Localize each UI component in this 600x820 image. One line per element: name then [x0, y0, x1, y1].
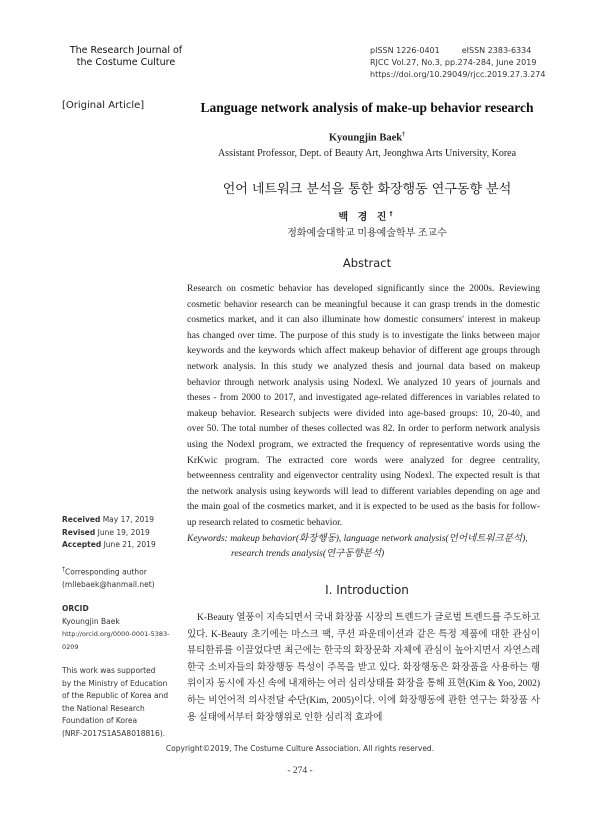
orcid-block — [62, 603, 182, 653]
keywords-line1: makeup behavior(화장행동), language network analysis(언어네트워크분석), — [230, 534, 528, 544]
corresponding-author — [62, 564, 182, 592]
section-heading-introduction: I. Introduction — [325, 583, 409, 597]
author-english-name: Kyoungjin Baek — [328, 132, 403, 144]
funding-line: (NRF-2017S1A5A8018816). — [62, 728, 166, 738]
received-label: Received — [62, 515, 101, 524]
abstract-heading: Abstract — [342, 256, 392, 270]
abstract-text: Research on cosmetic behavior has developed significantly since the 2000s. Reviewing cosmetic behavior research can be meaningful because it can grasp trends in the domestic cosmetics market, and it can also illuminate how domestic consumers' interest in makeup has changed over time. The purpose of this study is to investigate the links between major keywords and the keywords which affect makeup behavior of different age groups through network analysis. In this study we analyzed thesis and journal data based on makeup behavior through network analysis using Nodexl. We analyzed 10 years of journals and theses - from 2000 to 2017, and investigated age-related differences in variables related to makeup behavior. Research subjects were divided into age-based groups: 10, 20-40, and over 50. The total number of theses collected was 82. In order to perform network analysis using the Nodexl program, we extracted the frequency of representative words using the KrKwic program. The extracted core words were analyzed for degree centrality, betweenness centrality and eigenvector centrality using Nodexl. The expected result is that the network analysis using keywords will lead to different variables depending on age and the main goal of the cosmetics market, and it is expected to be used as the basis for follow-up research related to cosmetic behavior. — [187, 284, 540, 528]
orcid-name: Kyoungjin Baek — [62, 616, 120, 626]
revised-date: June 19, 2019 — [97, 527, 150, 537]
doi-link[interactable]: https://doi.org/10.29049/rjcc.2019.27.3.274 — [370, 70, 546, 79]
author-korean-name: 백 경 진 — [338, 212, 390, 223]
corr-label: Corresponding author — [65, 567, 147, 576]
article-type: [Original Article] — [62, 100, 145, 111]
affiliation-korean: 정화예술대학교 미용예술학부 조교수 — [287, 228, 447, 239]
revised-label: Revised — [62, 527, 96, 537]
volume-info: RJCC Vol.27, No.3, pp.274-284, June 2019 — [370, 58, 537, 67]
article-dates — [62, 514, 182, 552]
corr-mark: † — [62, 565, 65, 573]
received-date: May 17, 2019 — [102, 515, 154, 524]
funding-note — [62, 665, 182, 740]
affiliation-english: Assistant Professor, Dept. of Beauty Art, Jeonghwa Arts University, Korea — [217, 148, 517, 159]
accepted-label: Accepted — [62, 540, 102, 549]
funding-line: Foundation of Korea — [62, 716, 138, 725]
article-sidebar — [62, 514, 182, 740]
author-english — [180, 132, 554, 144]
accepted-date: June 21, 2019 — [103, 540, 156, 549]
keywords-label: Keywords: — [187, 534, 228, 544]
issn-block — [370, 45, 574, 81]
keywords-line2: research trends analysis(연구동향분석) — [231, 549, 385, 559]
journal-name-line2: the Costume Culture — [76, 57, 176, 68]
funding-line: the National Research — [62, 703, 145, 713]
eissn: eISSN 2383-6334 — [461, 46, 532, 55]
introduction-text — [187, 610, 540, 726]
page-number: - 274 - — [287, 766, 313, 776]
journal-name — [62, 45, 190, 69]
journal-name-line1: The Research Journal of — [69, 45, 183, 56]
corresponding-mark: † — [402, 132, 406, 138]
title-korean: 언어 네트워크 분석을 통한 화장행동 연구동향 분석 — [222, 182, 512, 197]
received-row — [62, 514, 182, 527]
funding-line: by the Ministry of Education — [62, 678, 168, 688]
copyright: Copyright©2019, The Costume Culture Association. All rights reserved. — [165, 744, 435, 753]
title-english: Language network analysis of make-up behavior research — [200, 100, 534, 115]
author-korean — [180, 208, 554, 223]
revised-row — [62, 527, 182, 540]
accepted-row — [62, 539, 182, 552]
corr-email[interactable]: (mllebaek@hanmail.net) — [62, 579, 155, 589]
funding-line: This work was supported — [62, 666, 156, 675]
pissn: pISSN 1226-0401 — [370, 46, 440, 55]
orcid-label: ORCID — [62, 604, 89, 613]
corresponding-mark-korean: † — [389, 210, 396, 218]
funding-line: of the Republic of Korea and — [62, 691, 169, 700]
introduction-paragraph: K-Beauty 열풍이 지속되면서 국내 화장품 시장의 트렌드가 글로벌 트렌드를 주도하고 있다. K-Beauty 초기에는 마스크 팩, 쿠션 파운데이션과 같은 특정 제품에 대한 관심이 뷰티한류를 이끌었다면 최근에는 한국의 화장문화 자체에 관심이 높아지면서 자연스레 한국 소비자들의 화장행동 특성이 주목을 받고 있다. 화장행동은 화장품을 사용하는 행위이자 동시에 자신 속에 내재하는 여러 심리상태를 화장을 통해 표현(Kim & Yoo, 2002)하는 비언어적 의사전달 수단(Kim, 2005)이다. 이에 화장행동에 관한 연구는 화장품 사용 실태에서부터 화장행위로 인한 심리적 효과에 — [187, 613, 540, 723]
keywords — [187, 532, 540, 562]
orcid-url[interactable]: http://orcid.org/0000-0001-5383-0209 — [62, 630, 170, 651]
